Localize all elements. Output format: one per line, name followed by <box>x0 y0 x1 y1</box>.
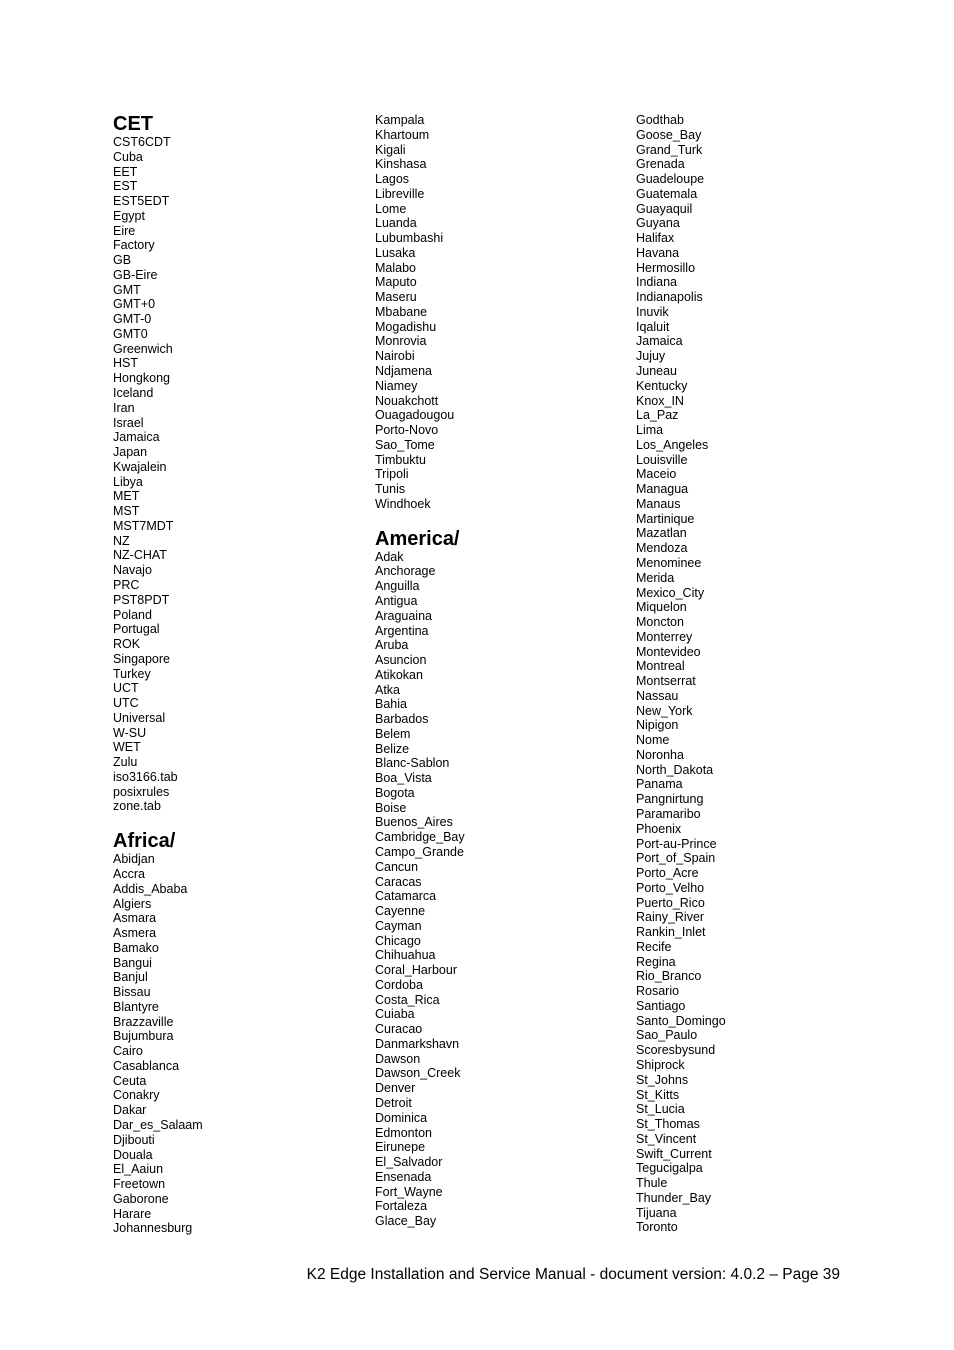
timezone-entry: El_Aaiun <box>113 1162 164 1177</box>
timezone-entry: Scoresbysund <box>636 1043 716 1058</box>
timezone-entry: Argentina <box>375 623 429 638</box>
timezone-entry: Havana <box>636 245 680 260</box>
timezone-entry: Libreville <box>375 186 425 201</box>
timezone-entry: Tripoli <box>375 467 409 482</box>
timezone-entry: Port_of_Spain <box>636 851 716 866</box>
timezone-entry: Aruba <box>375 638 409 653</box>
timezone-entry: Harare <box>113 1206 152 1221</box>
timezone-entry: St_Johns <box>636 1072 689 1087</box>
timezone-entry: Dawson_Creek <box>375 1066 461 1081</box>
timezone-entry: Mbabane <box>375 304 428 319</box>
timezone-entry: Ensenada <box>375 1169 432 1184</box>
timezone-entry: Cuiaba <box>375 1007 415 1022</box>
timezone-entry: Nipigon <box>636 718 679 733</box>
timezone-entry: Mexico_City <box>636 585 705 600</box>
timezone-entry: GB <box>113 253 132 268</box>
timezone-entry: St_Kitts <box>636 1087 680 1102</box>
timezone-entry: MST7MDT <box>113 518 174 533</box>
timezone-entry: Indiana <box>636 275 678 290</box>
timezone-entry: Sao_Paulo <box>636 1028 698 1043</box>
page-footer: K2 Edge Installation and Service Manual - document version: 4.0.2 – Page 39 <box>306 1266 840 1283</box>
timezone-entry: Monrovia <box>375 334 427 349</box>
timezone-entry: Belize <box>375 741 410 756</box>
timezone-entry: W-SU <box>113 725 147 740</box>
timezone-entry: Cayenne <box>375 904 426 919</box>
timezone-entry: Glace_Bay <box>375 1214 437 1229</box>
timezone-entry: Santo_Domingo <box>636 1013 726 1028</box>
timezone-entry: Rainy_River <box>636 910 705 925</box>
timezone-entry: Adak <box>375 549 404 564</box>
timezone-entry: ROK <box>113 637 141 652</box>
timezone-entry: Maseru <box>375 290 417 305</box>
timezone-entry: UCT <box>113 681 139 696</box>
timezone-entry: Abidjan <box>113 852 155 867</box>
timezone-entry: Asmera <box>113 926 157 941</box>
timezone-entry: Santiago <box>636 998 686 1013</box>
timezone-entry: Lima <box>636 423 664 438</box>
timezone-entry: Bujumbura <box>113 1029 174 1044</box>
column-3 <box>636 113 876 1235</box>
timezone-entry: Hermosillo <box>636 260 696 275</box>
timezone-entry: Israel <box>113 415 144 430</box>
timezone-entry: Grenada <box>636 157 685 172</box>
timezone-entry: Pangnirtung <box>636 792 704 807</box>
timezone-entry: Kigali <box>375 142 406 157</box>
timezone-entry: PRC <box>113 577 140 592</box>
timezone-entry: Juneau <box>636 364 678 379</box>
timezone-entry: Phoenix <box>636 821 682 836</box>
timezone-entry: NZ-CHAT <box>113 548 167 563</box>
timezone-entry: Knox_IN <box>636 393 684 408</box>
timezone-entry: Boise <box>375 800 407 815</box>
timezone-entry: Dakar <box>113 1103 147 1118</box>
timezone-entry: Tegucigalpa <box>636 1161 703 1176</box>
timezone-entry: Malabo <box>375 260 416 275</box>
timezone-entry: Cordoba <box>375 977 423 992</box>
timezone-entry: Blantyre <box>113 999 159 1014</box>
timezone-entry: Algiers <box>113 896 152 911</box>
timezone-entry: Montreal <box>636 659 685 674</box>
timezone-entry: Araguaina <box>375 608 432 623</box>
section-heading: Africa/ <box>113 830 176 853</box>
timezone-entry: Bogota <box>375 785 415 800</box>
timezone-entry: New_York <box>636 703 693 718</box>
timezone-section <box>636 113 876 1235</box>
timezone-entry: Kinshasa <box>375 157 427 172</box>
timezone-list <box>113 135 353 814</box>
timezone-entry: Addis_Ababa <box>113 881 188 896</box>
timezone-entry: Guayaquil <box>636 201 693 216</box>
timezone-entry: Goose_Bay <box>636 127 702 142</box>
timezone-entry: Brazzaville <box>113 1014 174 1029</box>
timezone-entry: Windhoek <box>375 496 431 511</box>
timezone-entry: GMT <box>113 282 141 297</box>
timezone-entry: Catamarca <box>375 889 437 904</box>
timezone-entry: Louisville <box>636 452 688 467</box>
timezone-entry: Zulu <box>113 755 138 770</box>
timezone-entry: St_Vincent <box>636 1131 697 1146</box>
timezone-entry: Cairo <box>113 1044 143 1059</box>
timezone-entry: Inuvik <box>636 304 669 319</box>
timezone-entry: Greenwich <box>113 341 173 356</box>
timezone-entry: Luanda <box>375 216 417 231</box>
timezone-entry: Kwajalein <box>113 459 167 474</box>
timezone-entry: Monterrey <box>636 629 693 644</box>
timezone-entry: Navajo <box>113 563 152 578</box>
timezone-entry: UTC <box>113 696 139 711</box>
timezone-entry: Godthab <box>636 113 684 127</box>
timezone-entry: St_Thomas <box>636 1117 700 1132</box>
timezone-entry: Chihuahua <box>375 948 436 963</box>
timezone-entry: Johannesburg <box>113 1221 193 1236</box>
timezone-entry: zone.tab <box>113 799 161 814</box>
timezone-entry: Fortaleza <box>375 1199 428 1214</box>
timezone-entry: Sao_Tome <box>375 437 435 452</box>
column-2 <box>375 113 615 1229</box>
timezone-entry: Ceuta <box>113 1073 147 1088</box>
timezone-entry: Dawson <box>375 1051 421 1066</box>
timezone-entry: Menominee <box>636 555 702 570</box>
timezone-entry: Regina <box>636 954 676 969</box>
timezone-entry: Coral_Harbour <box>375 963 457 978</box>
timezone-entry: Buenos_Aires <box>375 815 453 830</box>
timezone-section <box>375 528 615 1229</box>
timezone-entry: Cancun <box>375 859 419 874</box>
timezone-entry: Niamey <box>375 378 418 393</box>
timezone-entry: Moncton <box>636 615 684 630</box>
timezone-entry: Indianapolis <box>636 290 703 305</box>
timezone-entry: Khartoum <box>375 127 430 142</box>
timezone-entry: Montevideo <box>636 644 701 659</box>
timezone-entry: Bangui <box>113 955 152 970</box>
timezone-entry: Fort_Wayne <box>375 1184 443 1199</box>
timezone-entry: GMT+0 <box>113 297 156 312</box>
timezone-entry: Managua <box>636 482 689 497</box>
timezone-section <box>113 113 353 814</box>
timezone-entry: Cuba <box>113 149 143 164</box>
timezone-entry: GB-Eire <box>113 267 158 282</box>
timezone-entry: Mogadishu <box>375 319 437 334</box>
timezone-entry: Nassau <box>636 688 679 703</box>
timezone-entry: NZ <box>113 533 130 548</box>
timezone-entry: Barbados <box>375 712 429 727</box>
timezone-entry: Eirunepe <box>375 1140 426 1155</box>
timezone-entry: Belem <box>375 726 411 741</box>
timezone-entry: Egypt <box>113 208 145 223</box>
timezone-entry: Noronha <box>636 747 684 762</box>
timezone-entry: Jamaica <box>636 334 683 349</box>
timezone-entry: Ndjamena <box>375 364 432 379</box>
timezone-entry: Miquelon <box>636 600 687 615</box>
timezone-section <box>375 113 615 512</box>
timezone-entry: EST <box>113 179 138 194</box>
timezone-entry: Boa_Vista <box>375 771 432 786</box>
timezone-entry: Anguilla <box>375 579 420 594</box>
timezone-entry: Toronto <box>636 1220 678 1235</box>
timezone-entry: Nairobi <box>375 349 415 364</box>
timezone-entry: Lubumbashi <box>375 231 444 246</box>
timezone-entry: Maceio <box>636 467 677 482</box>
timezone-entry: Atka <box>375 682 401 697</box>
timezone-entry: Iceland <box>113 386 154 401</box>
timezone-entry: Asmara <box>113 911 157 926</box>
timezone-entry: posixrules <box>113 784 170 799</box>
timezone-entry: Thule <box>636 1176 668 1191</box>
timezone-entry: Casablanca <box>113 1058 180 1073</box>
timezone-entry: Caracas <box>375 874 422 889</box>
timezone-entry: EST5EDT <box>113 194 170 209</box>
timezone-entry: Guadeloupe <box>636 172 705 187</box>
timezone-entry: Iran <box>113 400 135 415</box>
timezone-entry: Universal <box>113 710 166 725</box>
timezone-entry: Grand_Turk <box>636 142 703 157</box>
timezone-entry: Detroit <box>375 1096 412 1110</box>
timezone-entry: Atikokan <box>375 667 423 682</box>
timezone-entry: Port-au-Prince <box>636 836 717 851</box>
timezone-entry: Merida <box>636 570 675 585</box>
timezone-section <box>113 830 353 1236</box>
timezone-entry: GMT0 <box>113 326 148 341</box>
timezone-entry: Tijuana <box>636 1205 677 1220</box>
timezone-entry: Anchorage <box>375 564 436 579</box>
timezone-entry: Douala <box>113 1147 153 1162</box>
timezone-entry: Turkey <box>113 666 151 681</box>
timezone-entry: Dar_es_Salaam <box>113 1118 203 1132</box>
timezone-entry: Rosario <box>636 984 680 999</box>
timezone-entry: Los_Angeles <box>636 437 709 452</box>
timezone-entry: Manaus <box>636 496 681 511</box>
timezone-entry: Accra <box>113 866 145 881</box>
timezone-entry: Antigua <box>375 593 418 608</box>
timezone-entry: EET <box>113 164 138 179</box>
timezone-entry: iso3166.tab <box>113 769 178 784</box>
timezone-entry: Nouakchott <box>375 393 439 408</box>
timezone-entry: Cambridge_Bay <box>375 830 465 845</box>
timezone-entry: Lagos <box>375 172 410 187</box>
timezone-entry: Chicago <box>375 933 421 948</box>
timezone-entry: Hongkong <box>113 371 170 386</box>
timezone-entry: St_Lucia <box>636 1102 685 1117</box>
timezone-entry: Gaborone <box>113 1191 169 1206</box>
timezone-entry: Kampala <box>375 113 425 127</box>
timezone-entry: Nome <box>636 733 670 748</box>
timezone-list <box>636 113 876 1235</box>
timezone-entry: PST8PDT <box>113 592 170 607</box>
timezone-entry: Lome <box>375 201 407 216</box>
timezone-entry: Japan <box>113 445 148 460</box>
timezone-entry: CST6CDT <box>113 135 171 149</box>
timezone-entry: Tunis <box>375 482 406 497</box>
timezone-entry: El_Salvador <box>375 1155 443 1170</box>
timezone-entry: Cayman <box>375 918 422 933</box>
timezone-entry: Asuncion <box>375 653 427 668</box>
timezone-entry: Ouagadougou <box>375 408 455 423</box>
timezone-entry: Dominica <box>375 1110 428 1125</box>
timezone-entry: Martinique <box>636 511 695 526</box>
timezone-entry: Campo_Grande <box>375 844 464 859</box>
timezone-entry: Porto_Velho <box>636 880 705 895</box>
timezone-entry: Porto_Acre <box>636 866 699 881</box>
timezone-entry: Guatemala <box>636 186 698 201</box>
timezone-list <box>113 852 353 1236</box>
timezone-entry: Eire <box>113 223 136 238</box>
timezone-entry: Bissau <box>113 985 151 1000</box>
timezone-entry: Lusaka <box>375 245 416 260</box>
timezone-entry: Thunder_Bay <box>636 1190 712 1205</box>
timezone-entry: Guyana <box>636 216 680 231</box>
timezone-list <box>375 113 615 512</box>
timezone-entry: Mendoza <box>636 541 688 556</box>
timezone-entry: North_Dakota <box>636 762 714 777</box>
timezone-entry: HST <box>113 356 138 371</box>
timezone-entry: Shiprock <box>636 1058 685 1072</box>
timezone-entry: Libya <box>113 474 143 489</box>
timezone-entry: Jujuy <box>636 349 666 364</box>
timezone-entry: WET <box>113 740 141 755</box>
timezone-entry: Iqaluit <box>636 319 670 334</box>
timezone-entry: Freetown <box>113 1177 166 1192</box>
timezone-entry: La_Paz <box>636 408 679 423</box>
section-heading: America/ <box>375 527 460 550</box>
timezone-entry: Danmarkshavn <box>375 1036 460 1051</box>
timezone-entry: Blanc-Sablon <box>375 756 450 771</box>
timezone-entry: Jamaica <box>113 430 160 445</box>
column-1 <box>113 113 353 1236</box>
timezone-entry: Portugal <box>113 622 160 637</box>
timezone-entry: Puerto_Rico <box>636 895 705 910</box>
timezone-entry: MET <box>113 489 140 504</box>
section-heading: CET <box>113 113 153 135</box>
timezone-entry: Porto-Novo <box>375 423 439 438</box>
timezone-entry: Bahia <box>375 697 407 712</box>
timezone-entry: Kentucky <box>636 378 688 393</box>
timezone-entry: Singapore <box>113 651 170 666</box>
timezone-entry: Rankin_Inlet <box>636 925 706 940</box>
timezone-entry: Rio_Branco <box>636 969 702 984</box>
timezone-entry: Djibouti <box>113 1132 155 1147</box>
timezone-entry: Factory <box>113 238 155 253</box>
timezone-entry: Mazatlan <box>636 526 687 541</box>
timezone-entry: Banjul <box>113 970 148 985</box>
timezone-entry: Bamako <box>113 940 159 955</box>
timezone-entry: Recife <box>636 939 672 954</box>
timezone-entry: Conakry <box>113 1088 160 1103</box>
timezone-entry: Costa_Rica <box>375 992 440 1007</box>
timezone-entry: Swift_Current <box>636 1146 712 1161</box>
timezone-entry: GMT-0 <box>113 312 152 327</box>
timezone-entry: Panama <box>636 777 683 792</box>
timezone-entry: Maputo <box>375 275 417 290</box>
timezone-entry: Denver <box>375 1081 416 1096</box>
timezone-entry: Timbuktu <box>375 452 426 467</box>
timezone-entry: MST <box>113 504 140 519</box>
timezone-entry: Halifax <box>636 231 675 246</box>
timezone-entry: Curacao <box>375 1022 423 1037</box>
timezone-list <box>375 550 615 1229</box>
timezone-entry: Montserrat <box>636 674 696 689</box>
timezone-entry: Paramaribo <box>636 806 701 821</box>
timezone-entry: Poland <box>113 607 152 622</box>
timezone-entry: Edmonton <box>375 1125 432 1140</box>
